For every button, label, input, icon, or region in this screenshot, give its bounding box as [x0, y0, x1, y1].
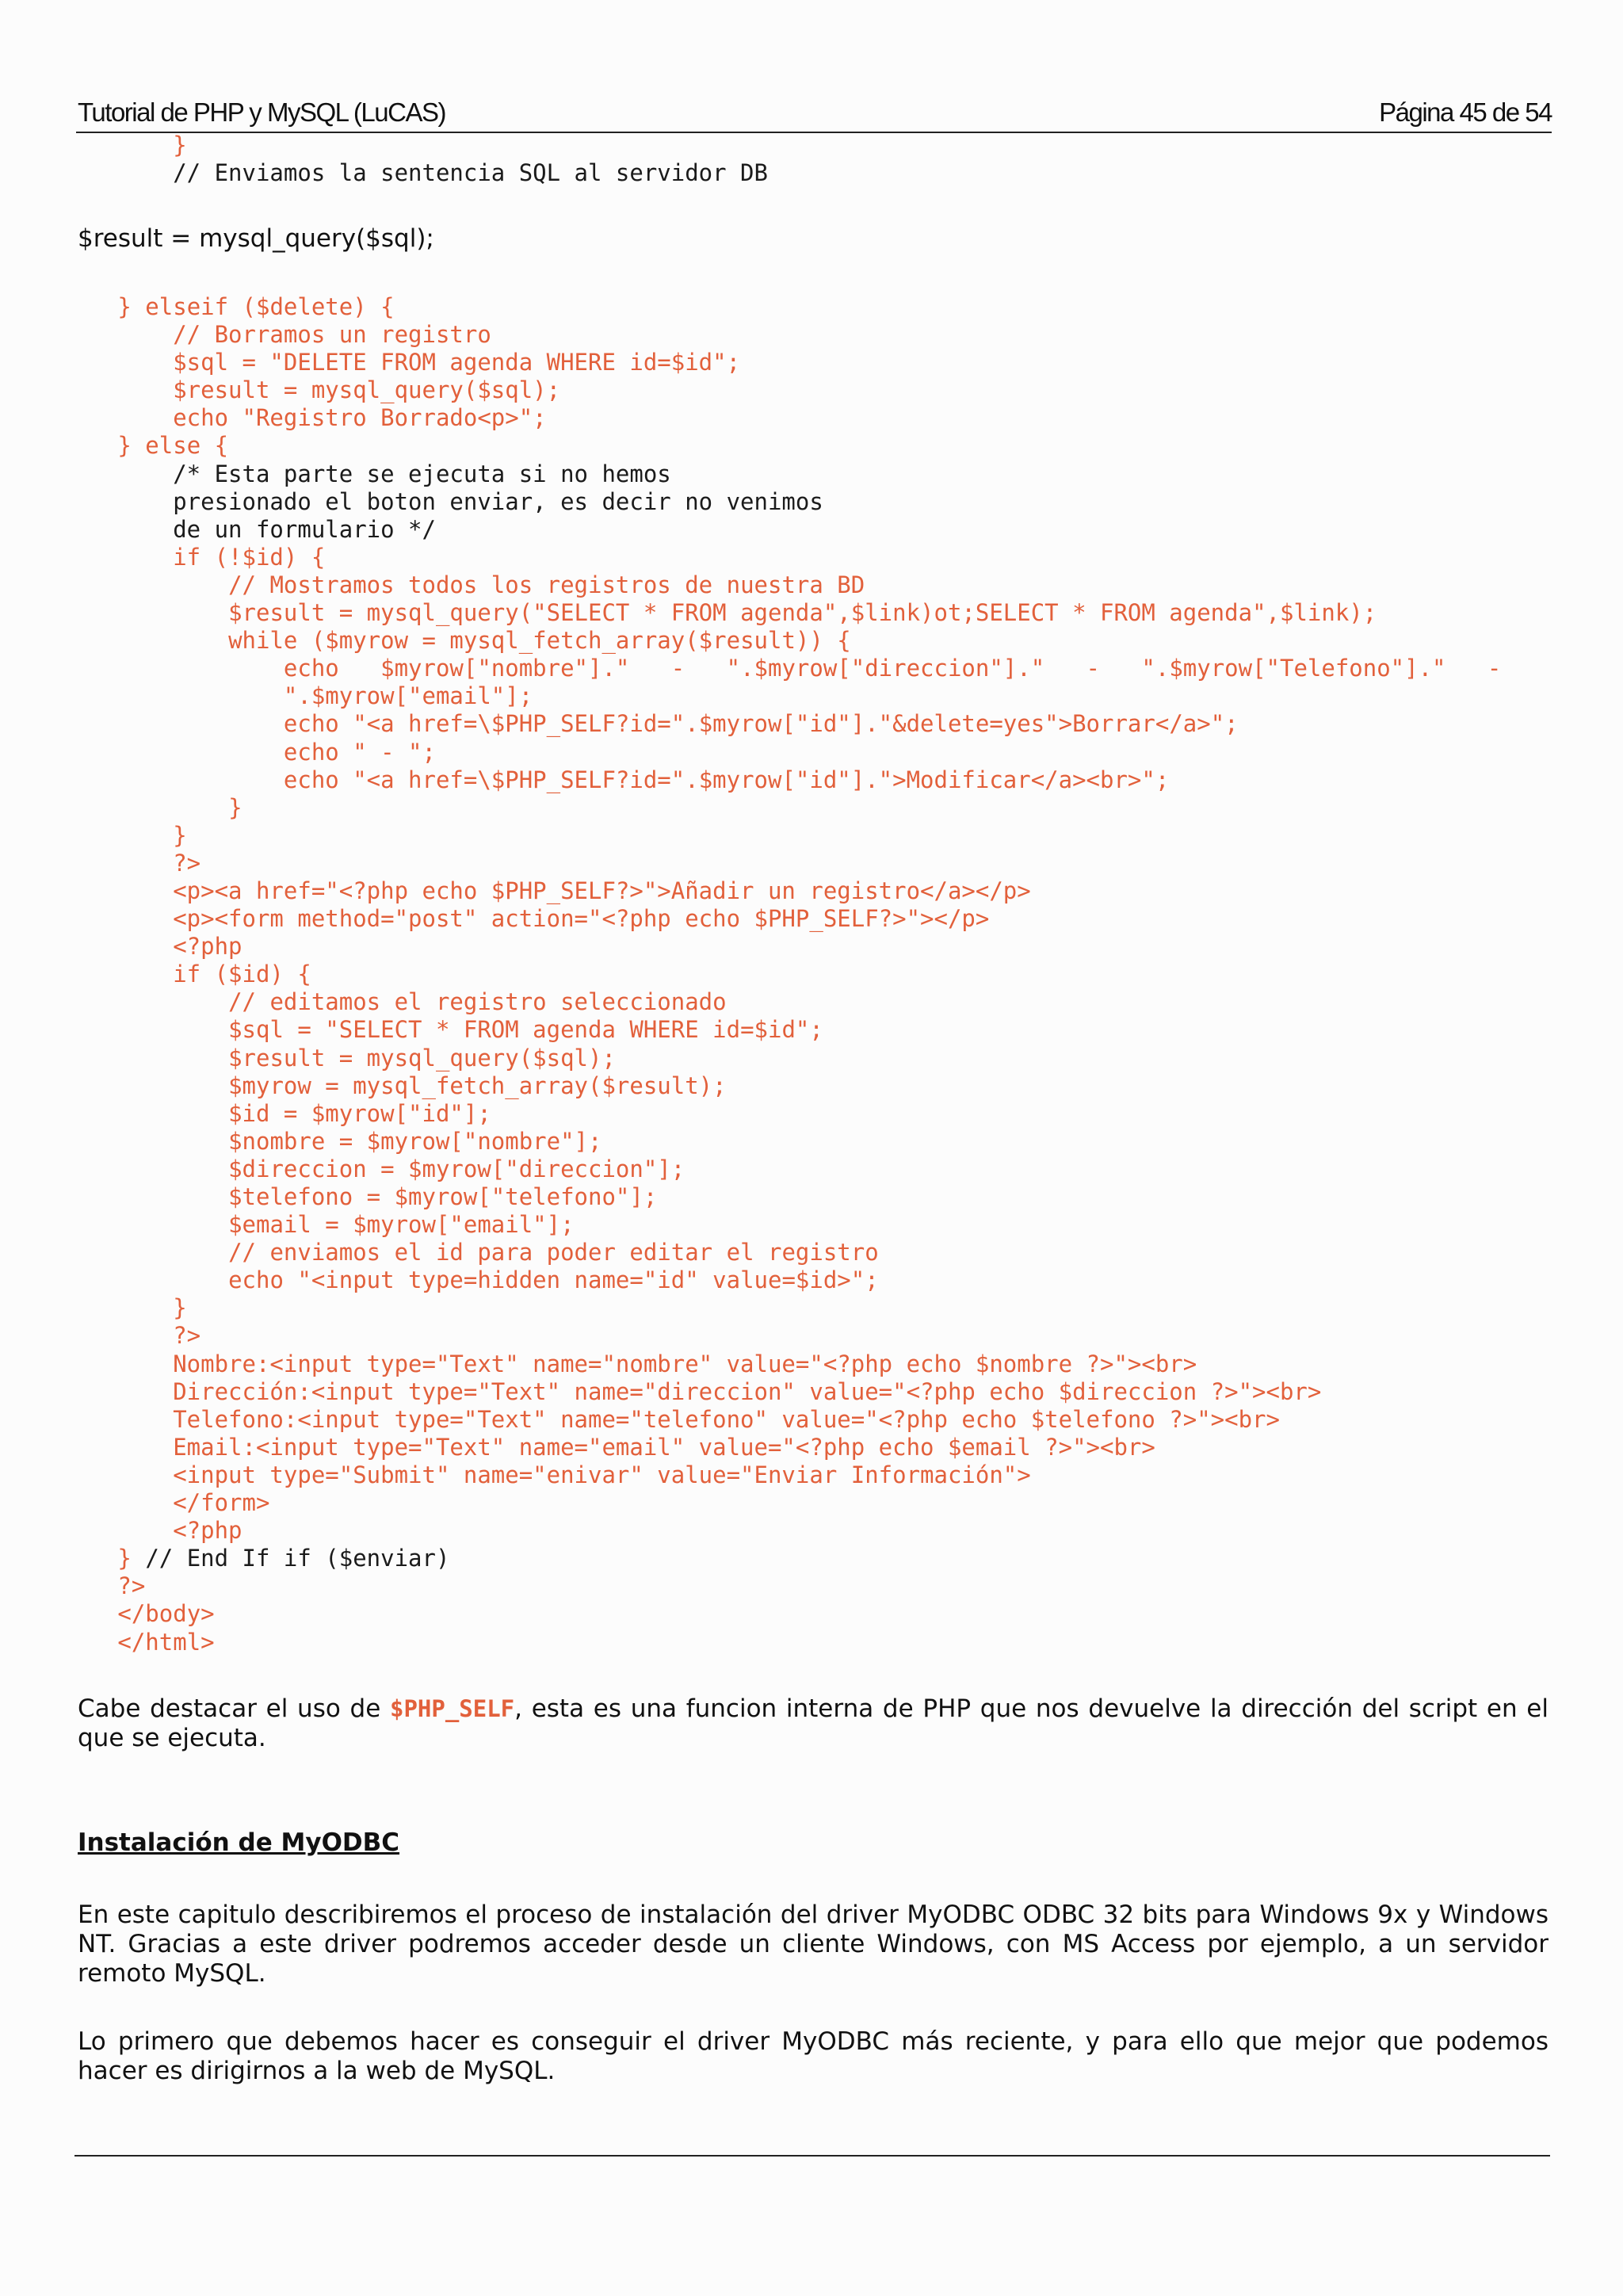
- code-text: <p><form method="post" action="<?php echo $PHP_SELF?>"></p>: [173, 905, 990, 933]
- code-line: [76, 1489, 1501, 1517]
- code-line: [76, 655, 1501, 682]
- code-text: </html>: [117, 1628, 215, 1656]
- code-line: [76, 293, 1501, 321]
- code-line: [76, 544, 1501, 571]
- code-text: echo "<input type=hidden name="id" value=$id>";: [228, 1266, 879, 1294]
- code-line: [76, 1072, 1501, 1100]
- download-paragraph: Lo primero que debemos hacer es conseguir el driver MyODBC más reciente, y para ello que mejor que podemos hacer es dirigirnos a la web de MySQL.: [78, 2027, 1549, 2085]
- code-text: }: [117, 1545, 132, 1572]
- code-text: <input type="Submit" name="enivar" value="Enviar Información">: [173, 1461, 1031, 1488]
- code-line: [76, 627, 1501, 655]
- paragraph-text-after: , esta es una funcion interna de PHP que nos devuelve la dirección del script en el que se ejecuta.: [78, 1694, 1549, 1752]
- code-line: [76, 877, 1501, 905]
- code-text: $direccion = $myrow["direccion"];: [228, 1155, 685, 1182]
- code-text: /* Esta parte se ejecuta si no hemos: [173, 460, 671, 487]
- result-statement: $result = mysql_query($sql);: [78, 224, 434, 253]
- code-text: $myrow = mysql_fetch_array($result);: [228, 1072, 727, 1099]
- code-block-top: [76, 132, 768, 187]
- code-text: // Borramos un registro: [173, 321, 491, 349]
- code-text: }: [173, 132, 187, 159]
- intro-paragraph: En este capitulo describiremos el proceso de instalación del driver MyODBC ODBC 32 bits para Windows 9x y Windows NT. Gracias a este driver podremos acceder desde un cliente Windows, con MS Access por ejemplo, a un servidor remoto MySQL.: [78, 1901, 1549, 1988]
- code-text: // Enviamos la sentencia SQL al servidor DB: [173, 159, 768, 187]
- code-text: while ($myrow = mysql_fetch_array($result)) {: [228, 627, 851, 655]
- code-line: [76, 1183, 1501, 1211]
- code-line: [76, 1128, 1501, 1156]
- paragraph-text-before: Cabe destacar el uso de: [78, 1694, 390, 1723]
- code-text: // enviamos el id para poder editar el registro: [228, 1239, 879, 1266]
- code-line: [76, 1600, 1501, 1628]
- code-line: [76, 349, 1501, 376]
- code-line: [76, 599, 1501, 627]
- code-line: [76, 1461, 1501, 1489]
- code-text: } elseif ($delete) {: [117, 293, 395, 320]
- code-line: [76, 1266, 1501, 1294]
- code-line: [76, 404, 1501, 432]
- code-line: [76, 1517, 1501, 1545]
- code-text: ?>: [173, 849, 201, 877]
- code-line: [76, 850, 1501, 877]
- section-heading: Instalación de MyODBC: [78, 1828, 400, 1857]
- code-line: [76, 1211, 1501, 1239]
- code-text: Telefono:<input type="Text" name="telefono" value="<?php echo $telefono ?>"><br>: [173, 1405, 1280, 1433]
- code-text: <?php: [173, 933, 242, 961]
- code-line: [76, 1239, 1501, 1266]
- code-text: $result = mysql_query($sql);: [173, 376, 561, 404]
- code-line: [76, 1629, 1501, 1656]
- code-line: [76, 321, 1501, 349]
- code-text: if ($id) {: [173, 961, 311, 988]
- code-text: $nombre = $myrow["nombre"];: [228, 1127, 602, 1155]
- code-line: [76, 488, 1501, 516]
- code-line: [76, 988, 1501, 1016]
- code-text: </body>: [117, 1600, 215, 1628]
- code-text: }: [173, 1294, 187, 1322]
- code-text: echo "<a href=\$PHP_SELF?id=".$myrow["id"]."&delete=yes">Borrar</a>";: [283, 710, 1239, 738]
- code-text: $sql = "DELETE FROM agenda WHERE id=$id";: [173, 349, 741, 376]
- code-text: // Mostramos todos los registros de nuestra BD: [228, 571, 865, 598]
- code-line: [76, 1434, 1501, 1461]
- code-line: [76, 1322, 1501, 1350]
- code-text: $result = mysql_query("SELECT * FROM agenda",$link)ot;SELECT * FROM agenda",$link);: [228, 599, 1377, 627]
- page-header: [76, 94, 1552, 133]
- code-line: [76, 1016, 1501, 1044]
- code-text: echo $myrow["nombre"]." - ".$myrow["direccion"]." - ".$myrow["Telefono"]." -: [283, 655, 1502, 682]
- code-line: [76, 432, 1501, 460]
- code-text: } else {: [117, 432, 229, 460]
- code-line: [76, 376, 1501, 404]
- code-text: de un formulario */: [173, 515, 436, 543]
- code-text: $result = mysql_query($sql);: [228, 1044, 616, 1072]
- code-line: [76, 1572, 1501, 1600]
- code-block-main: [76, 293, 1501, 1656]
- code-text: ?>: [117, 1572, 146, 1600]
- code-line: [76, 1156, 1501, 1183]
- code-text: if (!$id) {: [173, 543, 326, 571]
- inline-code-php-self: $PHP_SELF: [389, 1695, 515, 1722]
- code-line: [76, 1406, 1501, 1434]
- code-text: $id = $myrow["id"];: [228, 1099, 491, 1127]
- code-line: [76, 1378, 1501, 1406]
- document-title: Tutorial de PHP y MySQL (LuCAS): [78, 97, 445, 127]
- code-text: <?php: [173, 1517, 242, 1545]
- code-line: [76, 766, 1501, 794]
- code-text: presionado el boton enviar, es decir no venimos: [173, 487, 823, 515]
- php-self-paragraph: [78, 1694, 1549, 1753]
- code-text: ?>: [173, 1322, 201, 1350]
- code-line: [76, 460, 1501, 488]
- code-text: Dirección:<input type="Text" name="direccion" value="<?php echo $direccion ?>"><br>: [173, 1377, 1322, 1405]
- footer-rule: [74, 2155, 1550, 2157]
- code-line: [76, 571, 1501, 599]
- code-text: $email = $myrow["email"];: [228, 1211, 575, 1239]
- page-number: Página 45 de 54: [1379, 97, 1552, 127]
- code-line: [76, 1294, 1501, 1322]
- code-line: [76, 1545, 1501, 1572]
- code-line: [76, 1350, 1501, 1378]
- code-line: [76, 710, 1501, 738]
- code-line: [76, 516, 1501, 544]
- code-line: [76, 739, 1501, 766]
- code-text: $sql = "SELECT * FROM agenda WHERE id=$id";: [228, 1016, 823, 1044]
- code-line: [76, 933, 1501, 961]
- code-text: echo "Registro Borrado<p>";: [173, 404, 547, 432]
- code-line: [76, 794, 1501, 822]
- code-text: </form>: [173, 1489, 270, 1517]
- code-text: }: [228, 793, 242, 821]
- code-text: <p><a href="<?php echo $PHP_SELF?>">Añadir un registro</a></p>: [173, 877, 1031, 904]
- code-line: [76, 1100, 1501, 1128]
- code-text: echo "<a href=\$PHP_SELF?id=".$myrow["id"].">Modificar</a><br>";: [283, 766, 1170, 793]
- code-text: // editamos el registro seleccionado: [228, 988, 727, 1016]
- code-line: [76, 682, 1501, 710]
- code-comment: // End If if ($enviar): [131, 1545, 450, 1572]
- code-text: }: [173, 821, 187, 849]
- code-line: [76, 822, 1501, 850]
- code-text: echo " - ";: [283, 738, 436, 766]
- code-line: [76, 1045, 1501, 1072]
- code-text: ".$myrow["email"];: [283, 682, 533, 710]
- code-line: [76, 905, 1501, 933]
- code-line: [76, 961, 1501, 988]
- code-text: Email:<input type="Text" name="email" value="<?php echo $email ?>"><br>: [173, 1433, 1155, 1461]
- code-line: [76, 159, 768, 187]
- code-text: Nombre:<input type="Text" name="nombre" value="<?php echo $nombre ?>"><br>: [173, 1350, 1197, 1377]
- code-line: [76, 132, 768, 159]
- code-text: $telefono = $myrow["telefono"];: [228, 1183, 658, 1210]
